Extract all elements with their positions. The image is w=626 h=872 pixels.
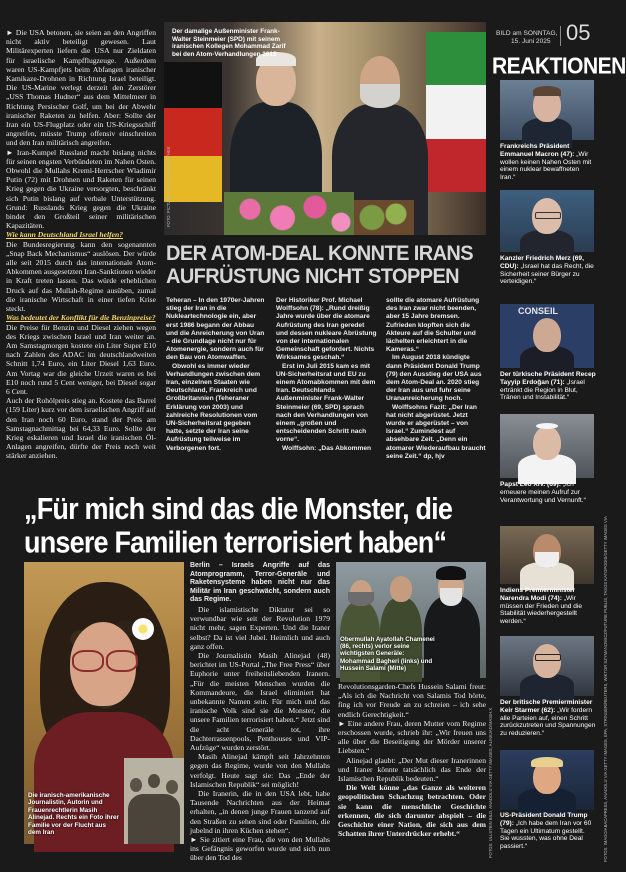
atom-col1-text: Obwohl es immer wieder Verhandlungen zwischen dem Iran, einzelnen Staaten wie Deutschland, Frankreich und Großbritannien (Teheraner Erklärung von 2003) und zahlreiche Resolutionen vom UN-Sicherheitsrat gegeben hatte, setzte der Iran seine Aufrüstung teilweise im Verborgenen fort. — [166, 362, 261, 452]
chamenei-photo — [336, 562, 486, 678]
reaction-quote: „Israel ertränkt die Region in Blut, Tränen und Instabilität.“ — [500, 378, 585, 402]
monster-paragraph: Die Welt könne „das Ganze als weiteren geopolitischen Schachzug betrachten. Oder sie kann die menschliche Geschichte erkennen, die sich darunter abspielt – die Geschichte einer Nation, die sich aus dem Schatten ihrer Unterdrücker erhebt.“ — [338, 783, 486, 839]
atom-col3-text: Im August 2018 kündigte dann Präsident Donald Trump (79) den Ausstieg der USA aus dem Atom-Deal an. 2020 stieg der Iran aus und fuhr seine Urananreicherung hoch. — [386, 354, 482, 403]
reaction-name: Indiens Premierminister Narendra Modi (74): — [500, 587, 576, 602]
atom-col2-text: Wolffsohn: „Das Abkommen — [282, 444, 372, 452]
monster-paragraph: Alinejad glaubt: „Der Mut dieser Iranerinnen und Iraner könnte tatsächlich das Ende der Islamischen Republik bedeuten.“ — [338, 755, 486, 784]
monster-paragraph: Die Journalistin Masih Alinejad (48) berichtet im US-Portal „The Free Press“ über Euphorie unter freiheitsliebenden Iranern. „Für die meisten Menschen wurden die Kommandeure, die Israel eliminiert hat unbekannte Namen sein. Für mich und das iranische Volk sind sie die Monster, die unsere Familien terrorisiert haben.“ Jetzt sind die acht Generäle tot, ihre Dachterrassenpools, Penthouses und VIP-Aufzüge“ wurden zerstört. — [190, 650, 330, 753]
reaction-modi — [500, 587, 596, 626]
alinejad-photo-caption: Die iranisch-amerikanische Journalistin, Autorin und Frauenrechtlerin Masih Alinejad. Rechts ein Foto ihrer Familie vor der Flucht aus dem Iran — [28, 792, 119, 837]
monster-column-1 — [190, 562, 330, 863]
reaction-quote: „Israel hat das Recht, die Sicherheit seiner Bürger zu verteidigen.“ — [500, 262, 594, 286]
atom-col3-text: sollte die atomare Aufrüstung des Iran zwar nicht beenden, aber 15 Jahre bremsen. Zufrieden klopften sich die Akteure auf die Schulter und lächelten erleichtert in die Kameras.“ — [386, 297, 480, 354]
atom-headline-line2: AUFRÜSTUNG NICHT STOPPEN — [166, 265, 460, 289]
reaction-quote: „Wir fordern alle Parteien auf, einen Schritt zurückzutreten und Spannungen zu reduzieren.“ — [500, 706, 596, 738]
atom-col1-text: Teheran – In den 1970er-Jahren stieg der Iran in die Nukleartechnologie ein, aber erst 1986 begann der Abbau und die Anreicherung von Uran – die Grundlage nicht nur für Atomenergie, sondern auch für den Bau von Atomwaffen. — [166, 297, 265, 362]
left-paragraph: ► Iran-Kumpel Russland macht bislang nichts für seinen engsten Verbündeten im Nahen Osten. Obwohl die Mullahs Kreml-Herrscher Wladimir Putin (72) mit Drohnen und Raketen für seinen Krieg gegen die Ukraine versorgten, beschränkt sich Putin bislang auf verbale Unterstützung. Grund: Russlands Krieg gegen die Ukraine bindet den Großteil seiner militärischen Kapazitäten. — [6, 147, 156, 231]
reaction-quote: „Ich habe dem Iran vor 60 Tagen ein Ultimatum gestellt. Sie wussten, was ohne Deal passiert.“ — [500, 819, 592, 851]
reaction-photo-macron — [500, 80, 594, 140]
issue-date: 15. Juni 2025 — [511, 38, 551, 45]
reaction-photo-trump — [500, 750, 594, 810]
podium-text: CONSEIL — [518, 306, 559, 316]
monster-headline: „Für mich sind das die Monster, die unsere Familien terrorisiert haben“ — [24, 492, 453, 560]
subheading-question: Was bedeutet der Konflikt für die Benzinpreise? — [6, 313, 156, 323]
chamenei-photo-caption: Obermullah Ayatollah Chamenei (86, rechts) verlor seine wichtigsten Generäle: Mohammad Bagheri (links) und Hussein Salami (Mitte) — [340, 636, 435, 672]
reaction-starmer — [500, 699, 596, 738]
reaction-photo-starmer — [500, 636, 594, 696]
left-paragraph: Die Bundesregierung kann den sogenannten „Snap Back Mechanismus“ auslösen. Der würde alle seit 2015 durch das internationale Atom-Abkommen ausgesetzten Iran-Sanktionen wieder in Kraft treten lassen. Das würde erheblichen Druck auf das Mullah-Regime ausüben, zumal die iranische Wirtschaft in einer tiefen Krise steckt. — [6, 239, 156, 314]
atom-col2-text: Erst im Juli 2015 kam es mit UN-Sicherheitsrat und EU zu einem Atomabkommen mit dem Iran. Deutschlands Außenminister Frank-Walter Steinmeier (69, SPD) sprach nach den Verhandlungen von einem „großen und entscheidenden Schritt nach vorne“. — [276, 362, 376, 444]
reaction-pope — [500, 481, 596, 504]
reaction-macron — [500, 143, 596, 182]
left-paragraph: Die Preise für Benzin und Diesel ziehen wegen des Kriegs zwischen Israel und Iran weiter an. Am Samstagmorgen kostete ein Liter Super E10 nach Zahlen des ADAC im deutschlandweiten Schnitt 1,74 Euro, ein Liter Diesel 1,63 Euro. Am Vortag war die gleiche Urzeit waren es bei E10 noch rund 5 Cent weniger, bei Diesel sogar 6 Cent. — [6, 322, 156, 396]
reaction-name: Der britische Premierminister Keir Starmer (62): — [500, 699, 593, 714]
iranian-flag — [426, 32, 486, 192]
paper-name: BILD am SONNTAG, — [496, 30, 558, 37]
reaction-trump — [500, 812, 596, 851]
top-photo-credit: FOTO: PICTURE ALLIANCE/PHOTOTHEK — [166, 146, 171, 227]
monster-paragraph: ► Eine andere Frau, deren Mutter vom Regime erschossen wurde, schrieb ihr: „Wir freuen uns alle über die Beseitigung der Mörder unserer Liebsten.“ — [338, 718, 486, 756]
reactions-photo-credit: FOTOS: IMAGO/ABACAPRESS, ANADOLU VIA GETTY IMAGES, EPA, STRINGER/REUTERS, WIKTOR SZYMANOWICZ/FUTURE PUBLIS, TASOS KATOPODIS/GETTY IMAGES VIA — [603, 516, 608, 862]
monster-photo-credit: FOTOS: ULLSTEIN BILD, ANADOLU VIA GETTY IMAGES, ALINEJAD/MASIH.X — [488, 707, 493, 858]
section-title: REAKTIONEN — [492, 54, 626, 79]
german-flag — [164, 62, 222, 202]
page-number: 05 — [566, 20, 591, 45]
reaction-quote: „Wir wollen keinen Nahen Osten mit einem nuklear bewaffneten Iran.“ — [500, 150, 592, 182]
monster-paragraph: Masih Alinejad kämpft seit Jahrzehnten gegen das Regime, wurde von den Mullahs verfolgt. Heute sagt sie: Das „Ende der Islamischen Republik“ sei möglich! — [190, 752, 330, 789]
reaction-erdogan — [500, 371, 596, 402]
atom-column-2 — [276, 297, 378, 452]
atom-column-3 — [386, 297, 486, 460]
monster-paragraph: Die islamistische Diktatur sei so verwundbar wie seit der Revolution 1979 nicht mehr, sagen Experten. Und die Iraner selbst? Da ist viel Jubel. Heimlich und auch ganz offen. — [190, 604, 330, 651]
reaction-quote: „Ich erneuere meinen Aufruf zur Verantwortung und Vernunft.“ — [500, 481, 586, 504]
atom-column-1 — [166, 297, 266, 452]
atom-col3-text: Wolffsohns Fazit: „Der Iran hat nicht abgerüstet. Jetzt wurde er abgerüstet – von Israel.“ Zumindest auf absehbare Zeit. „Denn ein atomarer Wiederaufbau braucht seine Zeit.“ dp, hjv — [386, 403, 486, 460]
atom-headline-line1: DER ATOM-DEAL KONNTE IRANS — [166, 242, 473, 266]
alinejad-photo — [24, 562, 184, 844]
reaction-photo-pope — [500, 414, 594, 478]
reaction-name: US-Präsident Donald Trump (79): — [500, 812, 588, 827]
reaction-name: Papst Leo XIV. (69): — [500, 481, 561, 488]
reaction-photo-modi — [500, 526, 594, 584]
reaction-merz — [500, 255, 596, 286]
reaction-quote: „Wir müssen der Frieden und die Stabilität wiederhergestellt werden.“ — [500, 594, 583, 626]
monster-paragraph: Revolutionsgarden-Chefs Hussein Salami freut: „Als ich die Nachricht von Salamis Tod hörte, fing ich vor Freude an zu schreien – ich sehe endlich Gerechtigkeit.“ — [338, 682, 486, 719]
monster-paragraph: Die Iranerin, die in den USA lebt, habe Tausende Nachrichten aus der Heimat erhalten, „in denen junge Frauen tanzend auf den Straßen zu sehen sind oder Familien, die jubelnd in ihren Küchen stehen“. — [190, 789, 330, 835]
atom-deal-photo — [164, 22, 486, 235]
reaction-photo-erdogan — [500, 304, 594, 368]
monster-column-2 — [338, 682, 486, 852]
subheading-question: Wie kann Deutschland Israel helfen? — [6, 230, 124, 240]
reaction-name: Der türkische Präsident Recep Tayyip Erdoğan (71): — [500, 371, 596, 386]
reaction-name: Kanzler Friedrich Merz (69, CDU): — [500, 255, 584, 270]
left-paragraph: Auch der Rohölpreis stieg an. Kostete das Barrel (159 Liter) kurz vor dem israelischen Angriff auf den Iran noch 60 Euro, stand der Preis am Samstagnachmittag bei 64,33 Euro. Sollte der Krieg eskalieren und Israel die iranischen Öl-Anlagen angreifen, dürfte der Preis noch weit stärker anziehen. — [6, 396, 156, 461]
reaction-name: Frankreichs Präsident Emmanuel Macron (47): — [500, 143, 575, 158]
header-divider — [560, 26, 561, 46]
left-paragraph: ► Die USA betonen, sie seien an den Angriffen nicht aktiv beteiligt gewesen. Laut Militärexperten liefern die USA nur Zieldaten für israelische Kampfflugzeuge. Außerdem waren US-Kampfjets beim Abfangen iranischer Kamikaze-Drohnen in Richtung Israel beteiligt. Die US-Marine verlegt derzeit den Zerstörer „USS Thomas Hudner“ aus dem Mittelmeer in Richtung Persischer Golf, um bei der Abwehr iranischer Raketen zu helfen. Aber: Sollte der Iran ein US-Flugplatz oder ein US-Kriegsschiff angreifen, müsste Trump offensiv einschreiten und den Iran militärisch angreifen. — [6, 28, 156, 148]
atom-headline — [166, 242, 486, 288]
monster-lead: Berlin – Israels Angriffe auf das Atomprogramm, Terror-Generäle und Raketensysteme haben nicht nur das Militär im Iran geschwächt, sondern auch das Regime. — [190, 562, 330, 604]
family-photo — [124, 758, 184, 844]
top-photo-caption: Der damalige Außenminister Frank-Walter Steinmeier (SPD) mit seinem iranischen Kollegen Mohammad Zarif bei den Atom-Verhandlungen 2015 — [172, 28, 286, 58]
atom-col2-text: Der Historiker Prof. Michael Wolffsohn (78): „Rund dreißig Jahre wurde über die atomare Aufrüstung des Iran geredet und dessen nukleare Abrüstung von der internationalen Gemeinschaft gefordert. Nichts Wirksames geschah.“ — [276, 297, 377, 362]
reaction-photo-merz — [500, 190, 594, 252]
left-article-column — [6, 28, 156, 461]
monster-paragraph: ► Sie zitiert eine Frau, die von den Mullahs ins Gefängnis geworfen wurde und sich nun über den Tod des — [190, 835, 330, 863]
